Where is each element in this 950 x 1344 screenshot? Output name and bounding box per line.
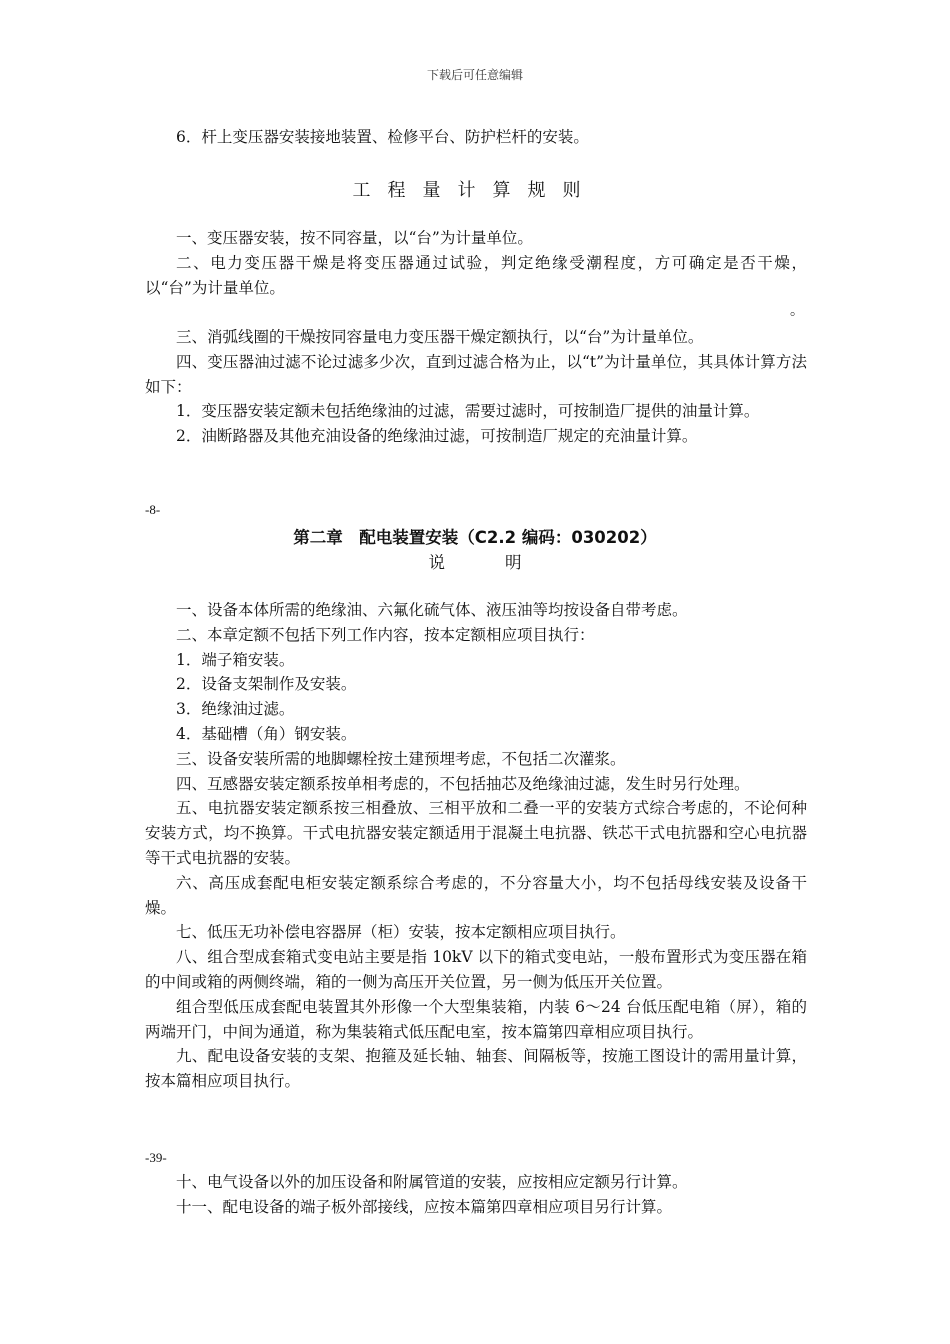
paragraph: 十一、配电设备的端子板外部接线，应按本篇第四章相应项目另行计算。	[176, 1197, 673, 1216]
paragraph: 二、本章定额不包括下列工作内容，按本定额相应项目执行：	[176, 625, 595, 644]
paragraph: 1．端子箱安装。	[176, 650, 295, 669]
paragraph: 六、高压成套配电柜安装定额系综合考虑的，不分容量大小，均不包括母线安装及设备干燥。	[145, 873, 807, 917]
block-5	[145, 1170, 807, 1220]
paragraph: 组合型低压成套配电装置其外形像一个大型集装箱，内装 6～24 台低压配电箱（屏），箱的两端开门，中间为通道，称为集装箱式低压配电室，按本篇第四章相应项目执行。	[145, 997, 807, 1041]
paragraph: 一、设备本体所需的绝缘油、六氟化硫气体、液压油等均按设备自带考虑。	[176, 601, 688, 619]
paragraph: 二、电力变压器干燥是将变压器通过试验，判定绝缘受潮程度，方可确定是否干燥，以“台”为计量单位。	[145, 253, 807, 297]
paragraph: 1．变压器安装定额未包括绝缘油的过滤，需要过滤时，可按制造厂提供的油量计算。	[176, 402, 760, 421]
stray-mark: 。	[790, 303, 804, 319]
block-4	[145, 598, 807, 1094]
block-2	[145, 226, 807, 300]
paragraph: 三、设备安装所需的地脚螺栓按土建预埋考虑，不包括二次灌浆。	[176, 749, 626, 768]
paragraph: 十、电气设备以外的加压设备和附属管道的安装，应按相应定额另行计算。	[176, 1173, 688, 1191]
page-number: -39-	[145, 1150, 167, 1165]
paragraph: 四、互感器安装定额系按单相考虑的，不包括抽芯及绝缘油过滤，发生时另行处理。	[176, 774, 750, 793]
paragraph: 七、低压无功补偿电容器屏（柜）安装，按本定额相应项目执行。	[176, 923, 626, 942]
paragraph: 四、变压器油过滤不论过滤多少次，直到过滤合格为止，以“t”为计量单位，其具体计算方法如下：	[145, 352, 807, 396]
page-header: 下载后可任意编辑	[426, 68, 523, 82]
paragraph: 三、消弧线圈的干燥按同容量电力变压器干燥定额执行，以“台”为计量单位。	[176, 328, 704, 346]
rules-title: 工程量计算规则	[352, 180, 598, 201]
chapter-title: 第二章 配电装置安装（C2.2 编码：030202）	[293, 528, 657, 547]
paragraph: 一、变压器安装，按不同容量，以“台”为计量单位。	[176, 229, 533, 247]
paragraph: 八、组合型成套箱式变电站主要是指 10kV 以下的箱式变电站，一般布置形式为变压器在箱的中间或箱的两侧终端，箱的一侧为高压开关位置，另一侧为低压开关位置。	[145, 948, 807, 991]
paragraph: 4．基础槽（角）钢安装。	[176, 724, 357, 743]
block-1	[145, 125, 807, 150]
paragraph: 6．杆上变压器安装接地装置、检修平台、防护栏杆的安装。	[176, 128, 589, 146]
paragraph: 五、电抗器安装定额系按三相叠放、三相平放和二叠一平的安装方式综合考虑的，不论何种安装方式，均不换算。干式电抗器安装定额适用于混凝土电抗器、铁芯干式电抗器和空心电抗器等干式电抗器的安装。	[145, 799, 807, 867]
section-title: 说明	[428, 553, 582, 572]
paragraph: 2．油断路器及其他充油设备的绝缘油过滤，可按制造厂规定的充油量计算。	[176, 427, 698, 446]
paragraph: 3．绝缘油过滤。	[176, 700, 295, 719]
page-number: -8-	[145, 502, 161, 517]
block-3	[145, 325, 807, 449]
paragraph: 2．设备支架制作及安装。	[176, 675, 357, 694]
paragraph: 九、配电设备安装的支架、抱箍及延长轴、轴套、间隔板等，按施工图设计的需用量计算，按本篇相应项目执行。	[145, 1047, 807, 1091]
